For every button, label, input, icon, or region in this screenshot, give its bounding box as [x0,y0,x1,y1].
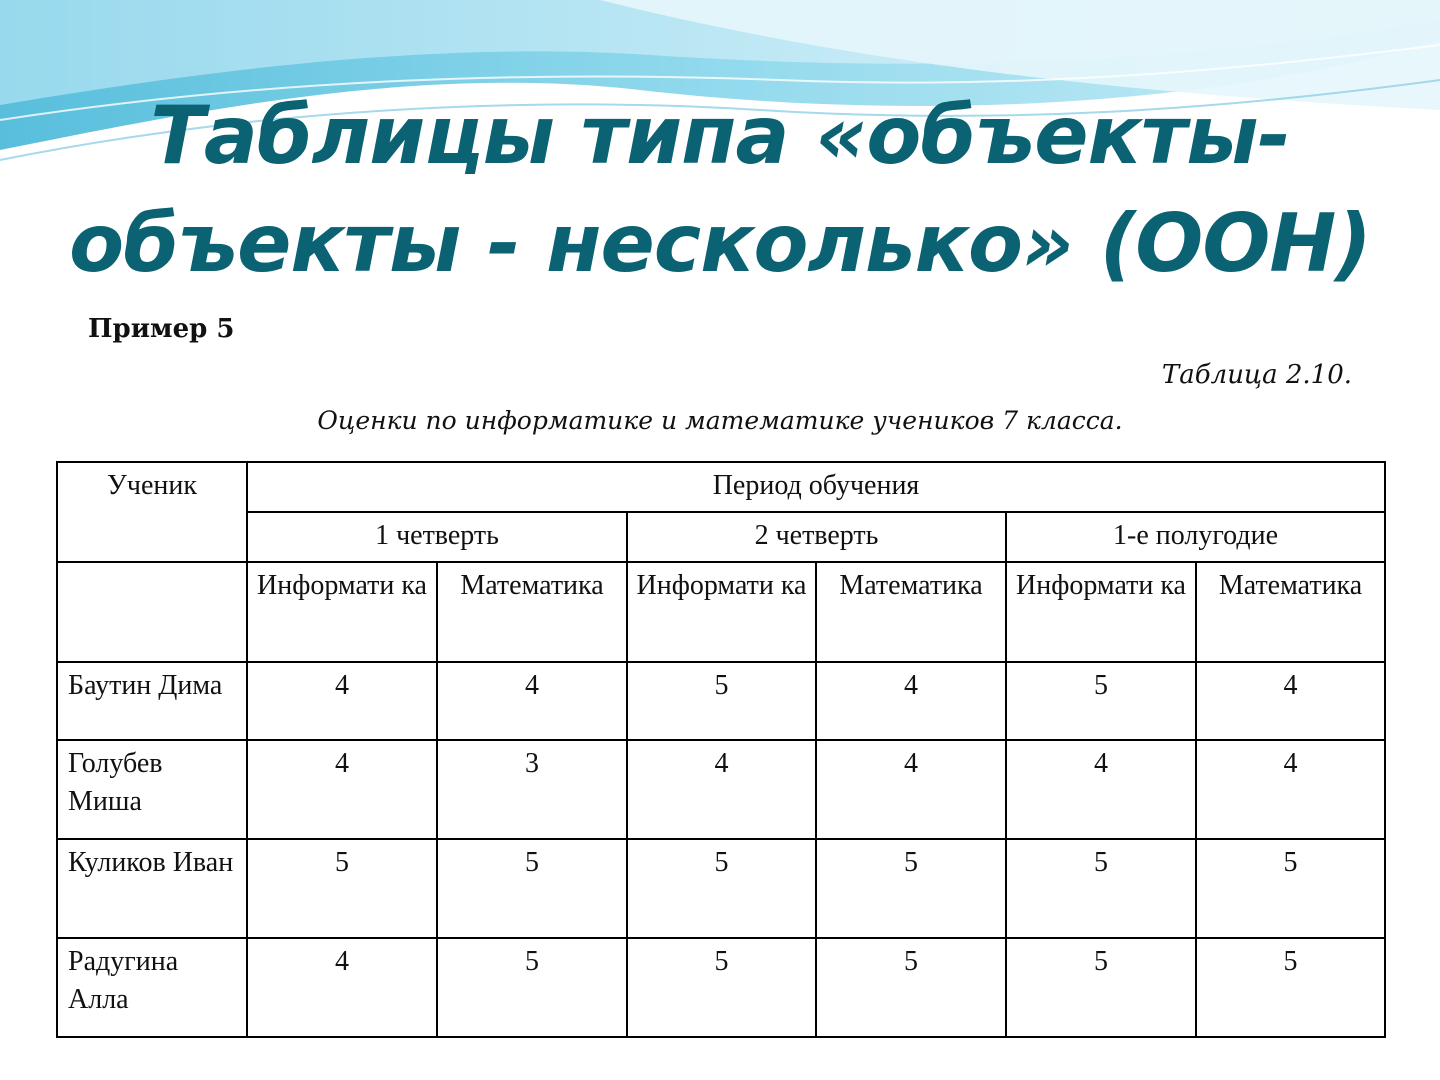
subject-header: Математика [816,562,1006,662]
grade-cell: 5 [816,839,1006,938]
grade-cell: 5 [627,839,816,938]
student-name: Радугина Алла [57,938,247,1037]
table-row [57,740,1385,839]
student-name: Голубев Миша [57,740,247,839]
grade-cell: 5 [1006,662,1196,740]
grade-cell: 5 [816,938,1006,1037]
grades-table [56,461,1386,1038]
subject-header: Математика [437,562,627,662]
subject-header: Математика [1196,562,1385,662]
grade-cell: 3 [437,740,627,839]
grade-cell: 4 [816,740,1006,839]
student-name: Баутин Дима [57,662,247,740]
grade-cell: 4 [437,662,627,740]
header-row-1 [57,462,1385,512]
grade-cell: 4 [247,938,437,1037]
table-row [57,662,1385,740]
grade-cell: 5 [627,662,816,740]
table-row [57,839,1385,938]
empty-cell [57,562,247,662]
table-row [57,938,1385,1037]
student-name: Куликов Иван [57,839,247,938]
period-half: 1-е полугодие [1006,512,1385,562]
grade-cell: 5 [1006,839,1196,938]
subject-header: Информати ка [247,562,437,662]
grade-cell: 5 [1196,839,1385,938]
period-header: Период обучения [247,462,1385,512]
subject-header: Информати ка [1006,562,1196,662]
subject-header: Информати ка [627,562,816,662]
grade-cell: 5 [1196,938,1385,1037]
grade-cell: 5 [437,839,627,938]
table-caption: Оценки по информатике и математике учеников 7 класса. [317,406,1123,435]
grade-cell: 4 [1196,740,1385,839]
grade-cell: 5 [627,938,816,1037]
grade-cell: 4 [247,740,437,839]
table-number: Таблица 2.10. [1161,360,1352,390]
grade-cell: 5 [247,839,437,938]
student-header: Ученик [57,462,247,562]
header-row-3 [57,562,1385,662]
title-line-1: Таблицы типа «объекты- [150,89,1290,182]
title-line-2: объекты - несколько» (ООН) [69,197,1371,290]
period-q1: 1 четверть [247,512,627,562]
grade-cell: 4 [247,662,437,740]
grade-cell: 4 [627,740,816,839]
grade-cell: 5 [1006,938,1196,1037]
grade-cell: 4 [816,662,1006,740]
grade-cell: 5 [437,938,627,1037]
slide-title [0,82,1440,298]
grade-cell: 4 [1006,740,1196,839]
grade-cell: 4 [1196,662,1385,740]
header-row-2 [57,512,1385,562]
example-label: Пример 5 [88,314,235,344]
period-q2: 2 четверть [627,512,1006,562]
